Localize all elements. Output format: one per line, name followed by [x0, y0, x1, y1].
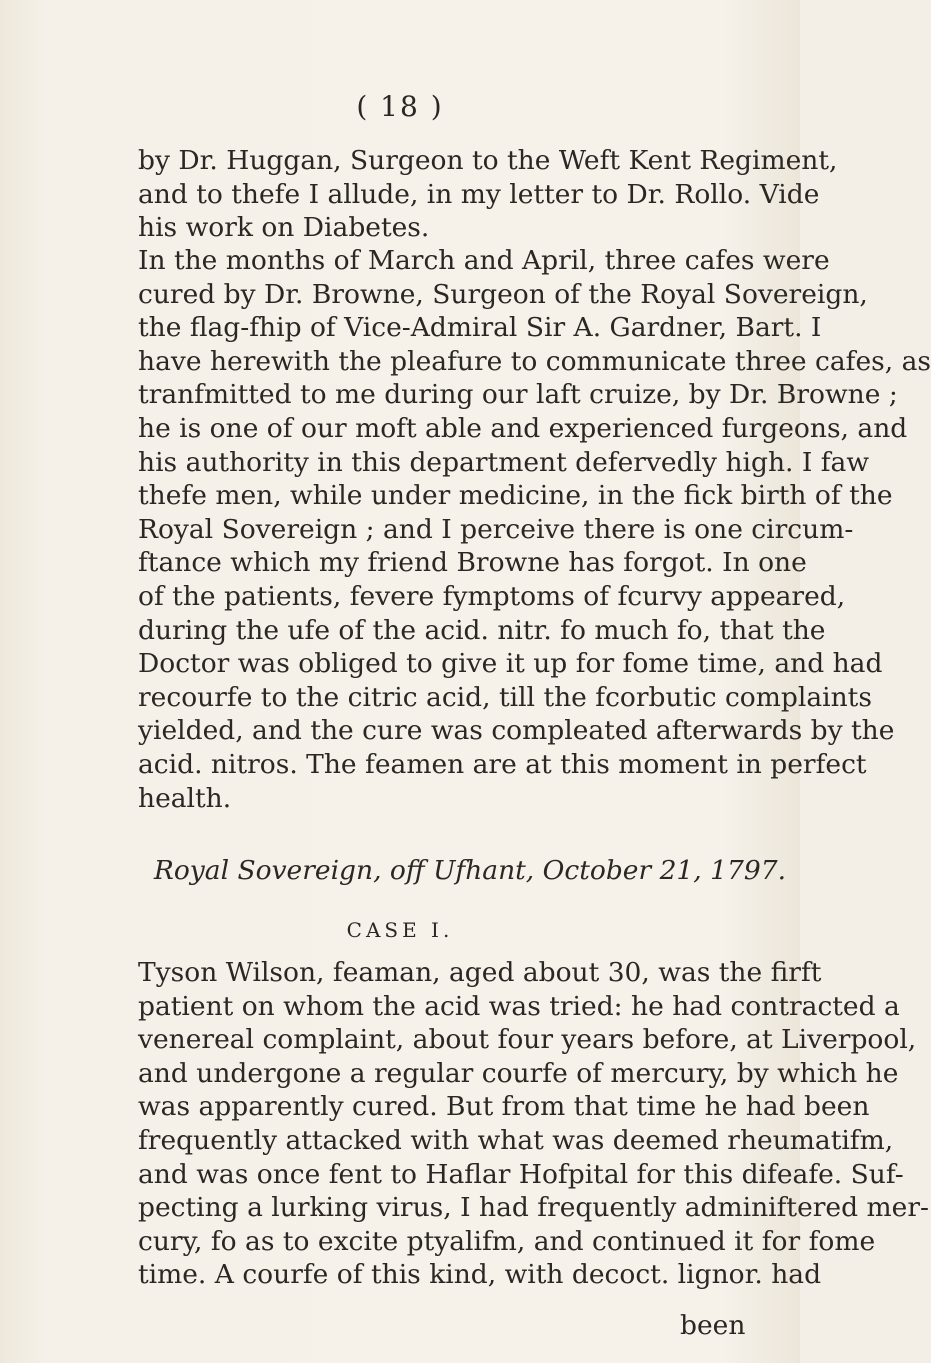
- text-line: his work on Diabetes.: [138, 212, 430, 244]
- text-line: venereal complaint, about four years before, at Liverpool,: [138, 1024, 917, 1056]
- text-line: cured by Dr. Browne, Surgeon of the Royal Sovereign,: [138, 278, 868, 310]
- text-line: acid. nitros. The feamen are at this moment in perfect: [138, 748, 867, 780]
- text-line: during the ufe of the acid. nitr. fo much fo, that the: [138, 614, 826, 646]
- text-line: pecting a lurking virus, I had frequently adminiftered mer-: [138, 1192, 929, 1224]
- paragraph-case-one: [138, 956, 929, 1292]
- text-line: he is one of our moft able and experienced furgeons, and: [138, 412, 908, 444]
- page-number: ( 18 ): [356, 90, 444, 123]
- text-line: Royal Sovereign ; and I perceive there is one circum-: [138, 513, 854, 545]
- text-line: and to thefe I allude, in my letter to Dr. Rollo. Vide: [138, 178, 820, 210]
- text-line: of the patients, fevere fymptoms of fcurvy appeared,: [138, 580, 846, 612]
- paragraph-browne-cases: [138, 244, 931, 815]
- text-line: the flag-fhip of Vice-Admiral Sir A. Gardner, Bart. I: [138, 312, 822, 344]
- text-line: and undergone a regular courfe of mercury, by which he: [138, 1057, 899, 1089]
- text-line: his authority in this department defervedly high. I faw: [138, 446, 870, 478]
- dateline: Royal Sovereign, off Ufhant, October 21, 1797.: [153, 855, 786, 886]
- text-line: tranfmitted to me during our laft cruize, by Dr. Browne ;: [138, 379, 898, 411]
- text-line: patient on whom the acid was tried: he had contracted a: [138, 990, 900, 1022]
- text-line: was apparently cured. But from that time he had been: [138, 1091, 870, 1123]
- text-line: yielded, and the cure was compleated afterwards by the: [138, 715, 895, 747]
- text-line: thefe men, while under medicine, in the fick birth of the: [138, 480, 893, 512]
- paragraph-continuation: [138, 144, 838, 245]
- text-line: cury, fo as to excite ptyalifm, and continued it for fome: [138, 1225, 876, 1257]
- text-line: time. A courfe of this kind, with decoct. lignor. had: [138, 1259, 822, 1291]
- text-line: In the months of March and April, three cafes were: [138, 245, 830, 276]
- text-line: by Dr. Huggan, Surgeon to the Weft Kent Regiment,: [138, 145, 838, 176]
- text-line: Tyson Wilson, feaman, aged about 30, was the firft: [138, 957, 822, 988]
- text-line: health.: [138, 782, 232, 814]
- text-line: recourfe to the citric acid, till the fcorbutic complaints: [138, 681, 872, 713]
- case-heading: CASE I.: [346, 918, 454, 942]
- text-line: Doctor was obliged to give it up for fome time, and had: [138, 648, 883, 680]
- text-line: have herewith the pleafure to communicate three cafes, as: [138, 345, 931, 377]
- text-line: and was once fent to Haflar Hofpital for this difeafe. Suf-: [138, 1158, 904, 1190]
- catchword: been: [680, 1310, 746, 1341]
- text-line: frequently attacked with what was deemed rheumatifm,: [138, 1124, 894, 1156]
- text-line: ftance which my friend Browne has forgot. In one: [138, 547, 807, 579]
